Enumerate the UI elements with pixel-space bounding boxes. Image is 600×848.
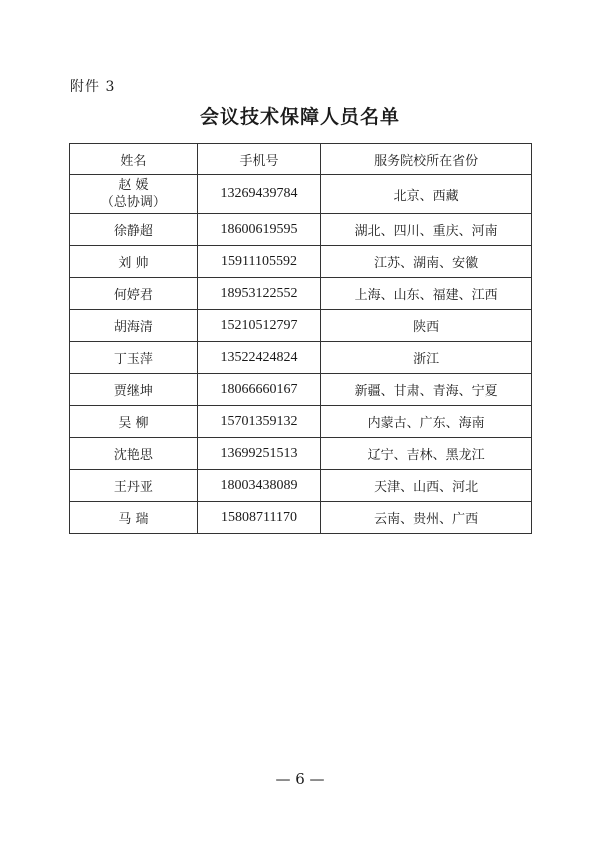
table-row xyxy=(70,374,532,406)
cell-name: 何婷君 xyxy=(70,278,198,310)
cell-name: 丁玉萍 xyxy=(70,342,198,374)
cell-provinces: 辽宁、吉林、黑龙江 xyxy=(321,438,532,470)
column-header-name: 姓名 xyxy=(70,144,198,175)
cell-phone: 18953122552 xyxy=(197,278,320,310)
cell-phone: 18600619595 xyxy=(197,214,320,246)
cell-phone: 15911105592 xyxy=(197,246,320,278)
cell-phone: 18066660167 xyxy=(197,374,320,406)
table-row xyxy=(70,470,532,502)
cell-name: 贾继坤 xyxy=(70,374,198,406)
staff-role-note: （总协调） xyxy=(100,195,166,210)
page-number: — 6 — xyxy=(275,770,325,788)
table-row xyxy=(70,406,532,438)
cell-provinces: 上海、山东、福建、江西 xyxy=(321,278,532,310)
cell-phone: 13699251513 xyxy=(197,438,320,470)
column-header-provinces: 服务院校所在省份 xyxy=(321,144,532,175)
table-row xyxy=(70,502,532,534)
cell-name: 吴 柳 xyxy=(70,406,198,438)
cell-provinces: 江苏、湖南、安徽 xyxy=(321,246,532,278)
cell-name: 沈艳思 xyxy=(70,438,198,470)
attachment-label: 附件 3 xyxy=(70,79,116,95)
cell-provinces: 湖北、四川、重庆、河南 xyxy=(321,214,532,246)
cell-provinces: 北京、西藏 xyxy=(321,175,532,214)
table-row xyxy=(70,175,532,214)
cell-phone: 18003438089 xyxy=(197,470,320,502)
cell-phone: 15210512797 xyxy=(197,310,320,342)
table-row xyxy=(70,342,532,374)
table-row xyxy=(70,438,532,470)
cell-provinces: 浙江 xyxy=(321,342,532,374)
staff-table xyxy=(69,143,532,534)
cell-phone: 13522424824 xyxy=(197,342,320,374)
page-title: 会议技术保障人员名单 xyxy=(199,106,400,128)
cell-phone: 15701359132 xyxy=(197,406,320,438)
cell-phone: 15808711170 xyxy=(197,502,320,534)
cell-provinces: 内蒙古、广东、海南 xyxy=(321,406,532,438)
table-row xyxy=(70,310,532,342)
cell-name: 刘 帅 xyxy=(70,246,198,278)
table-header-row xyxy=(70,144,532,175)
cell-name xyxy=(70,175,198,214)
cell-phone: 13269439784 xyxy=(197,175,320,214)
cell-name: 徐静超 xyxy=(70,214,198,246)
table-row xyxy=(70,246,532,278)
cell-provinces: 天津、山西、河北 xyxy=(321,470,532,502)
cell-name: 马 瑞 xyxy=(70,502,198,534)
cell-name: 王丹亚 xyxy=(70,470,198,502)
staff-name: 赵 媛 xyxy=(118,178,149,193)
cell-provinces: 云南、贵州、广西 xyxy=(321,502,532,534)
column-header-phone: 手机号 xyxy=(197,144,320,175)
cell-name: 胡海清 xyxy=(70,310,198,342)
table-row xyxy=(70,278,532,310)
cell-provinces: 陕西 xyxy=(321,310,532,342)
table-row xyxy=(70,214,532,246)
cell-provinces: 新疆、甘肃、青海、宁夏 xyxy=(321,374,532,406)
